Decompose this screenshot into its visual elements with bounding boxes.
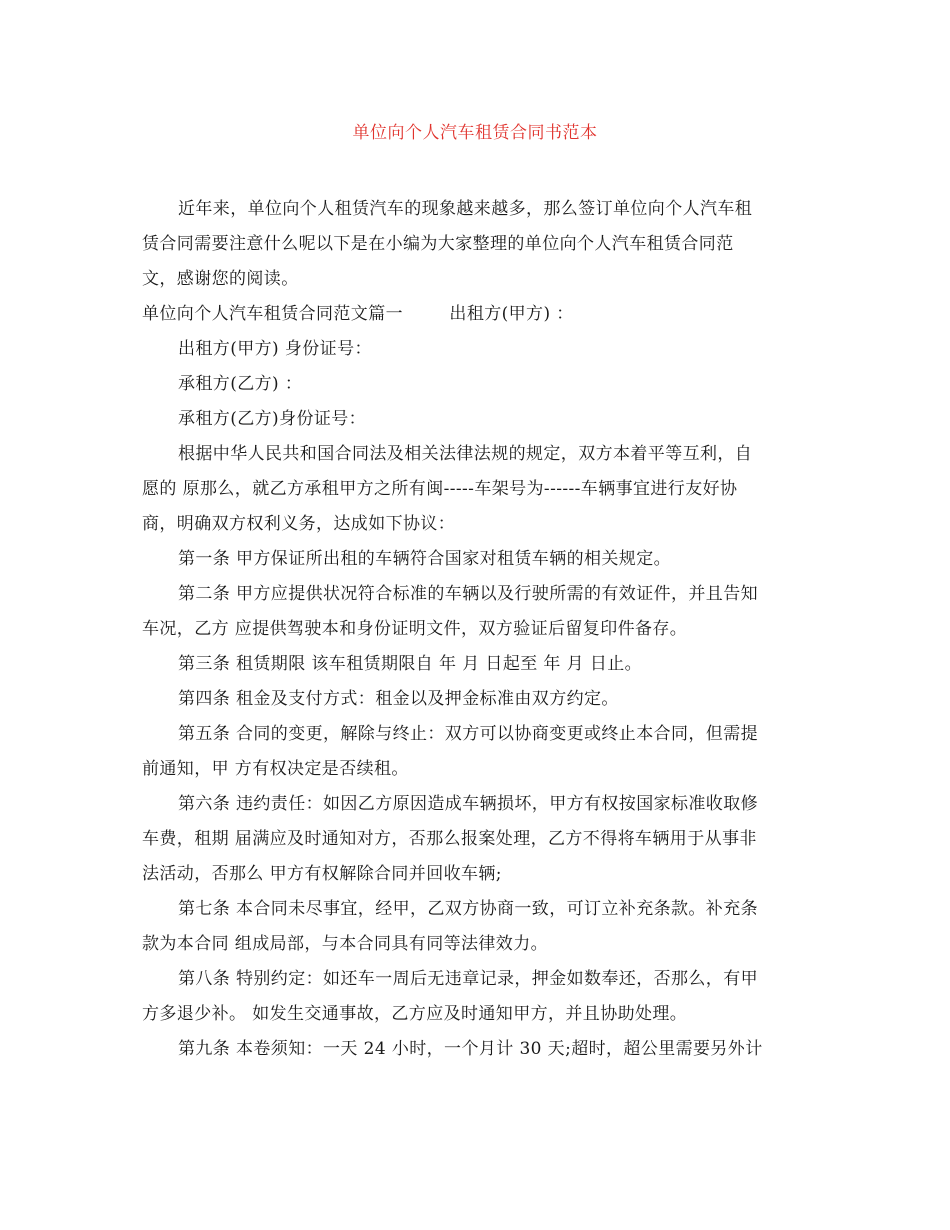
article-8 [142, 962, 810, 1032]
document-body [142, 192, 810, 1067]
article-7 [142, 892, 810, 962]
article-line: 第二条 甲方应提供状况符合标准的车辆以及行驶所需的有效证件，并且告知 [178, 584, 759, 604]
intro-line: 赁合同需要注意什么呢以下是在小编为大家整理的单位向个人汽车租赁合同范 [142, 234, 734, 254]
document-title: 单位向个人汽车租赁合同书范本 [352, 123, 598, 143]
field-text: 出租方(甲方) 身份证号： [178, 339, 372, 359]
article-2 [142, 577, 810, 647]
section-heading-text: 单位向个人汽车租赁合同范文篇一 出租方(甲方) ： [142, 304, 574, 324]
article-5 [142, 717, 810, 787]
field-lessee [142, 367, 810, 402]
article-3 [142, 647, 810, 682]
article-line: 第七条 本合同未尽事宜，经甲，乙双方协商一致，可订立补充条款。补充条 [178, 899, 759, 919]
intro-paragraph [142, 192, 810, 297]
article-9 [142, 1032, 810, 1067]
field-text: 承租方(乙方)身份证号： [178, 409, 367, 429]
intro-line: 近年来，单位向个人租赁汽车的现象越来越多，那么签订单位向个人汽车租 [178, 199, 753, 219]
article-line: 款为本合同 组成局部，与本合同具有同等法律效力。 [142, 934, 549, 954]
article-line: 第六条 违约责任：如因乙方原因造成车辆损坏，甲方有权按国家标准收取修 [178, 794, 759, 814]
article-1 [142, 542, 810, 577]
article-line: 第五条 合同的变更，解除与终止：双方可以协商变更或终止本合同，但需提 [178, 724, 759, 744]
article-line: 第九条 本卷须知：一天 24 小时，一个月计 30 天;超时，超公里需要另外计 [178, 1039, 763, 1059]
article-line: 第八条 特别约定：如还车一周后无违章记录，押金如数奉还，否那么，有甲 [178, 969, 759, 989]
article-line: 前通知，甲 方有权决定是否续租。 [142, 759, 409, 779]
article-6 [142, 787, 810, 892]
article-line: 第一条 甲方保证所出租的车辆符合国家对租赁车辆的相关规定。 [178, 549, 672, 569]
intro-line: 文，感谢您的阅读。 [142, 269, 299, 289]
article-line: 方多退少补。 如发生交通事故，乙方应及时通知甲方，并且协助处理。 [142, 1004, 688, 1024]
article-line: 法活动，否那么 甲方有权解除合同并回收车辆; [142, 864, 502, 884]
preamble-line: 愿的 原那么，就乙方承租甲方之所有闽-----车架号为------车辆事宜进行友好协 [142, 479, 738, 499]
field-text: 承租方(乙方) ： [178, 374, 303, 394]
preamble-paragraph [142, 437, 810, 542]
field-lessee-id [142, 402, 810, 437]
field-lessor-id [142, 332, 810, 367]
preamble-line: 商，明确双方权利义务，达成如下协议： [142, 514, 456, 534]
article-line: 第三条 租赁期限 该车租赁期限自 年 月 日起至 年 月 日止。 [178, 654, 643, 674]
section-heading [142, 297, 810, 332]
article-line: 第四条 租金及支付方式：租金以及押金标准由双方约定。 [178, 689, 619, 709]
article-line: 车况，乙方 应提供驾驶本和身份证明文件，双方验证后留复印件备存。 [142, 619, 688, 639]
article-line: 车费，租期 届满应及时通知对方，否那么报案处理，乙方不得将车辆用于从事非 [142, 829, 757, 849]
article-4 [142, 682, 810, 717]
preamble-line: 根据中华人民共和国合同法及相关法律法规的规定，双方本着平等互利，自 [178, 444, 753, 464]
